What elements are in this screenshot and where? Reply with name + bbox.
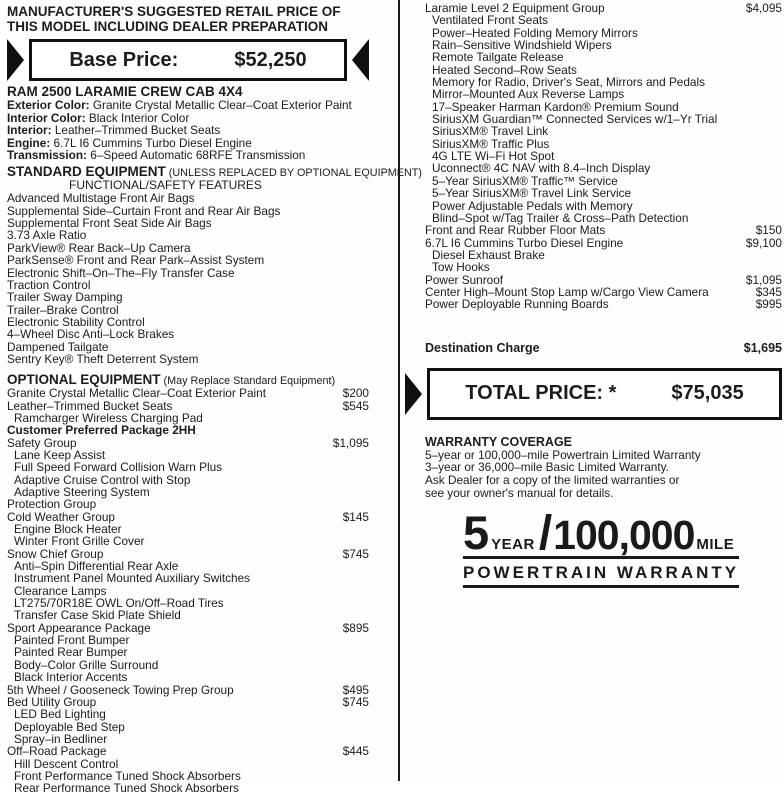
right-column xyxy=(425,2,782,588)
destination-charge-label: Destination Charge xyxy=(425,340,540,355)
equipment-item: Electronic Shift–On–The–Fly Transfer Case xyxy=(7,265,235,280)
option-name: Winter Front Grille Cover xyxy=(14,534,145,549)
spec-value: Black Interior Color xyxy=(85,110,190,125)
standard-equipment-title: STANDARD EQUIPMENT xyxy=(7,164,166,180)
option-name: Mirror–Mounted Aux Reverse Lamps xyxy=(432,87,625,102)
option-row xyxy=(7,782,369,794)
option-name: 5–Year SiriusXM® Traffic™ Service xyxy=(432,173,618,188)
standard-equipment-list xyxy=(7,192,369,365)
page-title xyxy=(7,4,369,34)
warranty-mile-label: MILE xyxy=(696,536,735,554)
option-row xyxy=(7,387,369,399)
option-name: Black Interior Accents xyxy=(14,670,128,685)
option-row xyxy=(7,535,369,547)
option-name: SiriusXM Guardian™ Connected Services w/1–Yr Trial xyxy=(432,112,718,127)
option-row xyxy=(425,88,782,100)
option-price: $345 xyxy=(755,284,782,299)
option-name: Deployable Bed Step xyxy=(14,719,125,734)
equipment-item: Supplemental Front Seat Side Air Bags xyxy=(7,216,212,231)
option-name: 5th Wheel / Gooseneck Towing Prep Group xyxy=(7,682,234,697)
option-name: 6.7L I6 Cummins Turbo Diesel Engine xyxy=(425,235,624,250)
option-name: Transfer Case Skid Plate Shield xyxy=(14,608,181,623)
total-price-label: TOTAL PRICE: * xyxy=(465,382,617,405)
option-row xyxy=(425,14,782,26)
left-column xyxy=(7,4,422,795)
option-price: $495 xyxy=(342,682,369,697)
warranty-year-label: YEAR xyxy=(491,536,535,554)
option-name: Painted Front Bumper xyxy=(14,633,130,648)
option-row xyxy=(425,224,782,236)
equipment-item: 4–Wheel Disc Anti–Lock Brakes xyxy=(7,327,175,342)
option-name: Power Deployable Running Boards xyxy=(425,297,609,312)
option-price: $745 xyxy=(342,694,369,709)
option-row xyxy=(7,461,369,473)
column-divider xyxy=(398,0,400,781)
option-price: $995 xyxy=(755,297,782,312)
equipment-item: Trailer–Brake Control xyxy=(7,302,119,317)
option-name: Front Performance Tuned Shock Absorbers xyxy=(14,768,241,783)
equipment-item: Advanced Multistage Front Air Bags xyxy=(7,191,195,206)
option-name: Anti–Spin Differential Rear Axle xyxy=(14,559,179,574)
spec-label: Interior: xyxy=(7,123,52,138)
warranty-heading: WARRANTY COVERAGE xyxy=(425,434,573,449)
option-row xyxy=(7,745,369,757)
option-name: Instrument Panel Mounted Auxiliary Switches xyxy=(14,571,251,586)
option-name: Customer Preferred Package 2HH xyxy=(7,423,196,438)
warranty-line: 3–year or 36,000–mile Basic Limited Warranty. xyxy=(425,460,669,475)
right-equipment-list xyxy=(425,2,782,311)
spec-value: 6.7L I6 Cummins Turbo Diesel Engine xyxy=(50,135,252,150)
option-price: $9,100 xyxy=(745,235,782,250)
arrow-right-icon xyxy=(405,373,422,415)
equipment-item: 3.73 Axle Ratio xyxy=(7,228,87,243)
equipment-item: Supplemental Side–Curtain Front and Rear Air Bags xyxy=(7,203,281,218)
option-row xyxy=(7,708,369,720)
warranty-line: Ask Dealer for a copy of the limited warranties or xyxy=(425,473,680,487)
option-name: Power Sunroof xyxy=(425,272,504,287)
option-price: $200 xyxy=(342,386,369,401)
option-name: Diesel Exhaust Brake xyxy=(432,247,545,262)
warranty-years-number: 5 xyxy=(463,506,490,560)
warranty-lines xyxy=(425,449,782,500)
vehicle-name: RAM 2500 LARAMIE CREW CAB 4X4 xyxy=(7,84,243,100)
option-name: Safety Group xyxy=(7,435,77,450)
option-row xyxy=(425,187,782,199)
arrow-left-icon xyxy=(352,39,369,81)
destination-charge-row xyxy=(425,341,782,355)
equipment-item: Dampened Tailgate xyxy=(7,339,109,354)
option-name: Adaptive Steering System xyxy=(14,485,150,499)
spec-value: Granite Crystal Metallic Clear–Coat Exterior Paint xyxy=(89,98,352,113)
option-name: Rain–Sensitive Windshield Wipers xyxy=(432,38,612,53)
page-title-line2: THIS MODEL INCLUDING DEALER PREPARATION xyxy=(7,19,329,35)
warranty-slash: / xyxy=(538,507,553,561)
option-row xyxy=(425,261,782,273)
option-name: Memory for Radio, Driver's Seat, Mirrors and Pedals xyxy=(432,75,706,90)
option-name: Leather–Trimmed Bucket Seats xyxy=(7,398,173,413)
option-price: $895 xyxy=(342,620,369,635)
equipment-item: Trailer Sway Damping xyxy=(7,290,123,305)
option-name: Clearance Lamps xyxy=(14,583,107,598)
option-name: Spray–in Bedliner xyxy=(14,731,108,746)
option-name: Bed Utility Group xyxy=(7,694,97,709)
option-price: $150 xyxy=(755,223,782,238)
optional-equipment-title: OPTIONAL EQUIPMENT xyxy=(7,372,161,388)
base-price-value: $52,250 xyxy=(234,48,307,71)
option-name: Off–Road Package xyxy=(7,744,107,759)
option-row xyxy=(7,684,369,696)
warranty-line: 5–year or 100,000–mile Powertrain Limited Warranty xyxy=(425,447,701,462)
option-price: $1,095 xyxy=(745,272,782,287)
option-row xyxy=(7,424,369,436)
total-price-value: $75,035 xyxy=(671,382,744,405)
option-name: Heated Second–Row Seats xyxy=(432,62,577,77)
equipment-item: ParkView® Rear Back–Up Camera xyxy=(7,240,191,255)
option-name: Blind–Spot w/Tag Trailer & Cross–Path Detection xyxy=(432,210,689,225)
option-row xyxy=(425,162,782,174)
option-name: Painted Rear Bumper xyxy=(14,645,128,660)
option-price: $745 xyxy=(342,546,369,561)
option-name: SiriusXM® Traffic Plus xyxy=(432,136,550,151)
option-name: Hill Descent Control xyxy=(14,756,119,771)
total-price-banner xyxy=(405,368,782,420)
option-name: Sport Appearance Package xyxy=(7,620,151,635)
option-row xyxy=(7,646,369,658)
equipment-item: Traction Control xyxy=(7,277,91,292)
option-name: 4G LTE Wi–Fi Hot Spot xyxy=(432,149,555,164)
base-price-box xyxy=(29,39,347,81)
total-price-box xyxy=(427,368,782,420)
option-row xyxy=(425,200,782,212)
option-name: Adaptive Cruise Control with Stop xyxy=(14,472,191,487)
spec-label: Interior Color: xyxy=(7,110,86,125)
option-name: Power–Heated Folding Memory Mirrors xyxy=(432,25,638,40)
option-price: $4,095 xyxy=(745,1,782,15)
option-name: LED Bed Lighting xyxy=(14,707,106,722)
powertrain-warranty-logo xyxy=(463,506,740,588)
option-row xyxy=(425,298,782,310)
equipment-item: ParkSense® Front and Rear Park–Assist System xyxy=(7,253,265,268)
warranty-line: see your owner's manual for details. xyxy=(425,485,614,500)
spec-value: 6–Speed Automatic 68RFE Transmission xyxy=(86,148,306,163)
option-name: SiriusXM® Travel Link xyxy=(432,124,549,139)
option-name: Ventilated Front Seats xyxy=(432,13,549,28)
spec-label: Engine: xyxy=(7,135,51,150)
functional-safety-subheading: FUNCTIONAL/SAFETY FEATURES xyxy=(69,178,262,193)
option-name: Granite Crystal Metallic Clear–Coat Exterior Paint xyxy=(7,386,266,401)
vehicle-specs xyxy=(7,99,369,161)
option-name: Uconnect® 4C NAV with 8.4–Inch Display xyxy=(432,161,651,176)
warranty-logo-top xyxy=(463,506,739,561)
page-title-line1: MANUFACTURER'S SUGGESTED RETAIL PRICE OF xyxy=(7,4,341,19)
option-name: Cold Weather Group xyxy=(7,509,115,524)
equipment-item: Electronic Stability Control xyxy=(7,314,145,329)
optional-equipment-heading xyxy=(7,372,369,387)
option-name: 17–Speaker Harman Kardon® Premium Sound xyxy=(432,99,679,114)
option-name: Laramie Level 2 Equipment Group xyxy=(425,1,605,15)
spec-label: Exterior Color: xyxy=(7,98,90,113)
base-price-banner xyxy=(7,39,369,81)
option-name: Rear Performance Tuned Shock Absorbers xyxy=(14,781,239,795)
arrow-right-icon xyxy=(7,39,24,81)
option-price: $145 xyxy=(342,509,369,524)
option-price: $445 xyxy=(342,744,369,759)
base-price-label: Base Price: xyxy=(69,48,179,71)
option-name: Lane Keep Assist xyxy=(14,447,106,462)
option-name: Center High–Mount Stop Lamp w/Cargo View Camera xyxy=(425,284,709,299)
warranty-miles-number: 100,000 xyxy=(553,512,695,559)
warranty-logo-subtitle: POWERTRAIN WARRANTY xyxy=(463,559,739,588)
destination-charge-price: $1,695 xyxy=(743,340,782,355)
option-name: Ramcharger Wireless Charging Pad xyxy=(14,410,203,425)
option-price: $545 xyxy=(342,398,369,413)
option-price: $1,095 xyxy=(332,435,369,450)
option-name: Engine Block Heater xyxy=(14,522,122,537)
optional-equipment-note: (May Replace Standard Equipment) xyxy=(160,375,336,388)
option-name: Full Speed Forward Collision Warn Plus xyxy=(14,460,223,475)
option-name: Snow Chief Group xyxy=(7,546,104,561)
equipment-item: Sentry Key® Theft Deterrent System xyxy=(7,351,199,366)
option-name: Power Adjustable Pedals with Memory xyxy=(432,198,633,213)
standard-equipment-heading xyxy=(7,164,422,180)
option-name: Remote Tailgate Release xyxy=(432,50,564,65)
option-name: Protection Group xyxy=(7,497,97,512)
option-name: Body–Color Grille Surround xyxy=(14,657,159,672)
optional-equipment-list xyxy=(7,387,369,794)
option-row xyxy=(7,609,369,621)
spec-value: Leather–Trimmed Bucket Seats xyxy=(51,123,221,138)
option-row xyxy=(425,125,782,137)
standard-equipment-note: (UNLESS REPLACED BY OPTIONAL EQUIPMENT) xyxy=(165,167,422,180)
option-row xyxy=(425,51,782,63)
option-name: Front and Rear Rubber Floor Mats xyxy=(425,223,606,238)
spec-row xyxy=(7,149,369,161)
option-name: LT275/70R18E OWL On/Off–Road Tires xyxy=(14,596,224,611)
option-row xyxy=(7,498,369,510)
option-name: 5–Year SiriusXM® Travel Link Service xyxy=(432,186,632,201)
option-row xyxy=(7,572,369,584)
option-name: Tow Hooks xyxy=(432,260,490,275)
spec-label: Transmission: xyxy=(7,148,87,163)
option-row xyxy=(7,671,369,683)
